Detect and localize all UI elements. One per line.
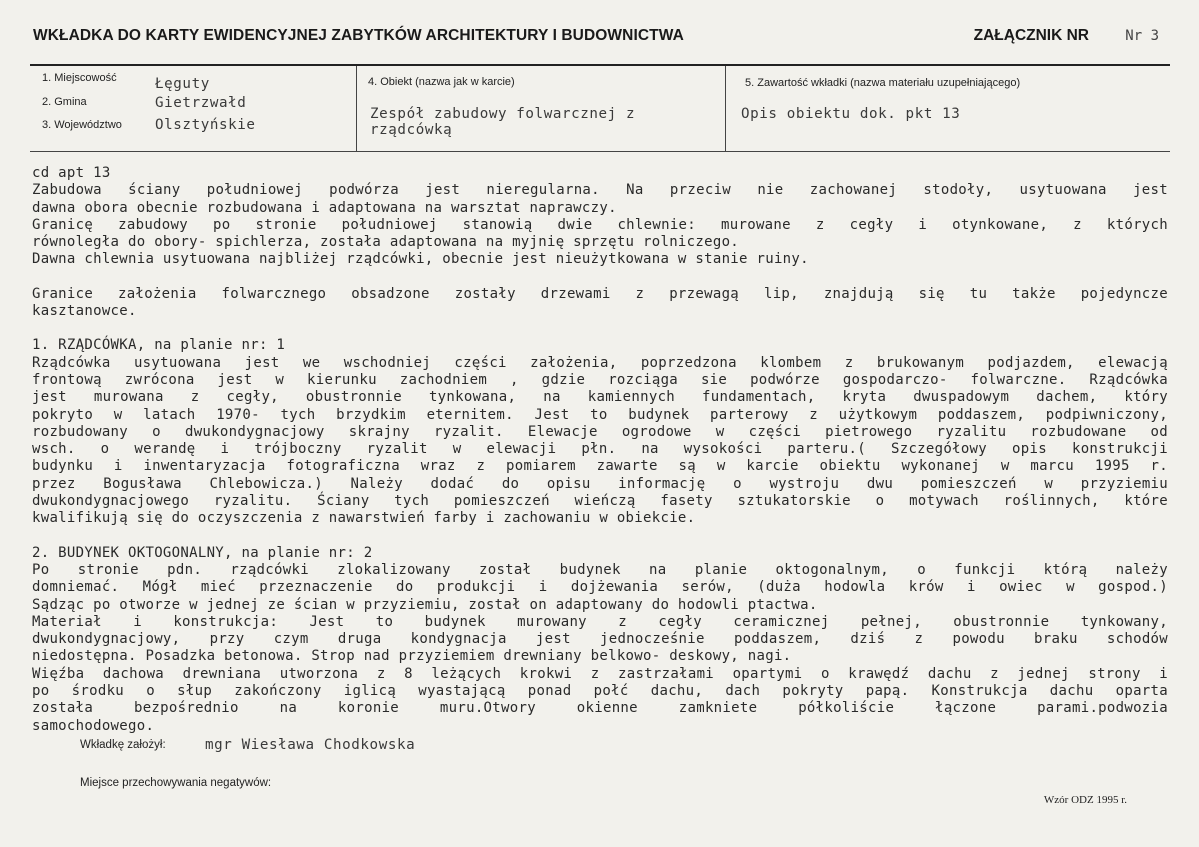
top-rule <box>30 64 1170 66</box>
form-mark: Wzór ODZ 1995 r. <box>1043 794 1127 806</box>
bottom-rule <box>30 151 1170 152</box>
text-line: kwalifikują się do oczyszczenia z nawarstwień farby i zachowaniu w obiekcie. <box>32 510 696 527</box>
text-line: po środku o słup zakończony iglicą wyastającą ponad połć dachu, dach pokryty papą. Konstrukcja dachu oparta <box>32 683 1168 700</box>
text-line: Granice założenia folwarcznego obsadzone zostały drzewami z przewagą lip, znajdują się tu także pojedyncze <box>32 285 1168 302</box>
voivodeship-label: 3. Województwo <box>42 119 122 131</box>
locality-label: 1. Miejscowość <box>42 72 117 84</box>
text-line: Więźba dachowa drewniana utworzona z 8 leżących krokwi z zastrzałami opartymi o krawędź dachu z jednej strony i <box>32 665 1168 682</box>
text-line: została bezpośrednio na koronie muru.Otwory okienne zamkniete półkoliście łączone parami.podwozia <box>32 700 1168 717</box>
column-divider <box>725 66 726 152</box>
paragraph-gap <box>32 528 1168 545</box>
text-line: Rządcówka usytuowana jest we wschodniej części założenia, poprzedzona klombem z brukowanym podjazdem, elewacją <box>32 354 1168 371</box>
section-heading: 2. BUDYNEK OKTOGONALNY, na planie nr: 2 <box>32 544 373 561</box>
text-line: Granicę zabudowy po stronie południowej stanowią dwie chlewnie: murowane z cegły i otynkowane, z których <box>32 216 1168 233</box>
negatives-label: Miejsce przechowywania negatywów: <box>80 777 272 789</box>
annex-label: ZAŁĄCZNIK NR <box>973 27 1089 44</box>
annex-value: Nr 3 <box>1125 28 1159 44</box>
text-line: Materiał i konstrukcja: Jest to budynek murowany z cegły ceramicznej pełnej, obustronnie tynkowany, <box>32 613 1168 630</box>
text-line: niedostępna. Posadzka betonowa. Strop nad przyziemiem drewniany belkowo- deskowy, nagi. <box>32 648 792 665</box>
text-line: budynku i inwentaryzacja fotograficzna wraz z pomiarem zawarte są w karcie obiektu wykonanej w marcu 1995 r. <box>32 458 1168 475</box>
header <box>33 27 1169 49</box>
text-line: Sądząc po otworze w jednej ze ścian w przyziemiu, został on adaptowany do hodowli ptactwa. <box>32 596 818 613</box>
voivodeship-value: Olsztyńskie <box>155 117 256 133</box>
text-line: cd apt 13 <box>32 165 111 181</box>
text-line: przez Bogusława Chlebowicza.) Należy dodać do opisu informację o wystroju dwu pomieszczeń w przyziemiu <box>32 475 1168 492</box>
text-line: domniemać. Mógł mieć przeznaczenie do produkcji i dojżewania serów, (duża hodowla krów i owiec w gospod.) <box>32 579 1168 596</box>
commune-value: Gietrzwałd <box>155 95 247 111</box>
paragraph-gap <box>32 269 1168 286</box>
description-text <box>32 165 1168 735</box>
text-line: pokryto w latach 1970- tych brzydkim eternitem. Jest to budynek parterowy z użytkowym poddaszem, podpiwniczony, <box>32 406 1168 423</box>
text-line: dawna obora obecnie rozbudowana i adaptowana na warsztat naprawczy. <box>32 199 617 216</box>
locality-value: Łęguty <box>155 76 210 92</box>
author-value: mgr Wiesława Chodkowska <box>205 737 416 753</box>
text-line: Po stronie pdn. rządcówki zlokalizowany został budynek na planie oktogonalnym, o funkcji którą należy <box>32 561 1168 578</box>
author-label: Wkładkę założył: <box>80 739 166 751</box>
text-line: rozbudowany o dwukondygnacjowy skrajny ryzalit. Elewacje ogrodowe w części pietrowego ryzalitu rozbudowane od <box>32 423 1168 440</box>
text-line: Dawna chlewnia usytuowana najbliżej rządcówki, obecnie jest nieużytkowana w stanie ruiny. <box>32 251 809 268</box>
content-label: 5. Zawartość wkładki (nazwa materiału uzupełniającego) <box>745 77 1021 89</box>
paragraph-gap <box>32 320 1168 337</box>
object-value-cont: rządcówką <box>370 122 453 138</box>
text-line: jest murowana z cegły, obustronnie tynkowana, na kamiennych fundamentach, kryta dwuspadowym dachem, który <box>32 389 1168 406</box>
text-line: równoległa do obory- spichlerza, została adaptowana na myjnię sprzętu rolniczego. <box>32 234 740 251</box>
object-value: Zespół zabudowy folwarcznej z <box>370 106 636 122</box>
text-line: wsch. o werandę i trójboczny ryzalit w elewacji płn. na wysokości parteru.( Szczegółowy opis konstrukcji <box>32 441 1168 458</box>
text-line: Zabudowa ściany południowej podwórza jest nieregularna. Na przeciw nie zachowanej stodoły, usytuowana jest <box>32 182 1168 199</box>
text-line: samochodowego. <box>32 717 155 734</box>
content-value: Opis obiektu dok. pkt 13 <box>741 106 961 122</box>
text-line: frontową zwrócona jest w kierunku zachodniem , gdzie rozciąga sie podwórze gospodarczo- folwarczne. Rządcówka <box>32 371 1168 388</box>
document-title: WKŁADKA DO KARTY EWIDENCYJNEJ ZABYTKÓW ARCHITEKTURY I BUDOWNICTWA <box>33 27 684 44</box>
text-line: dwukondygnacjowy, przy czym druga kondygnacja jest jednocześnie poddaszem, dziś z powodu braku schodów <box>32 631 1168 648</box>
column-divider <box>356 66 357 152</box>
commune-label: 2. Gmina <box>42 96 87 108</box>
section-heading: 1. RZĄDCÓWKA, na planie nr: 1 <box>32 337 286 354</box>
object-label: 4. Obiekt (nazwa jak w karcie) <box>368 76 515 88</box>
text-line: dwukondygnacjowego ryzalitu. Ściany tych pomieszczeń wieńczą fasety sztukatorskie o motywach roślinnych, które <box>32 493 1168 510</box>
text-line: kasztanowce. <box>32 303 137 320</box>
